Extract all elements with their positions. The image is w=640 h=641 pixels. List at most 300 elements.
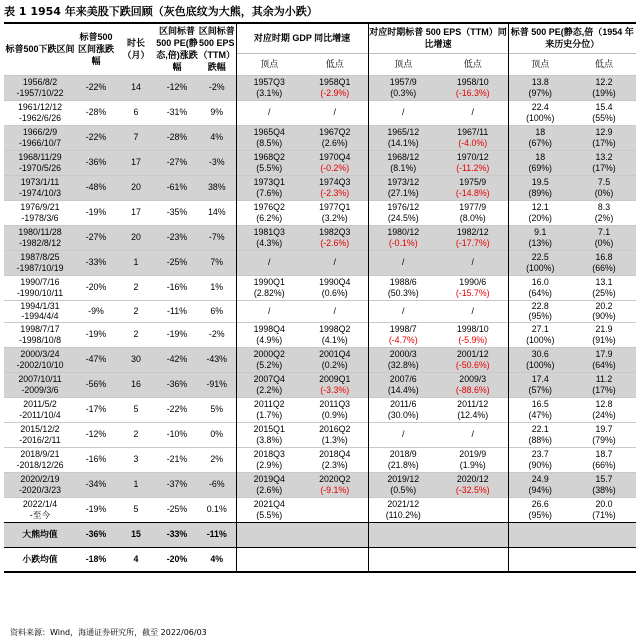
cell-line: -2018/12/26 xyxy=(16,459,64,470)
cell-months: 1 xyxy=(116,472,156,497)
cell-line: (-5.9%) xyxy=(458,334,488,345)
average-row xyxy=(4,547,636,572)
cell-line: 7.1 xyxy=(597,226,611,237)
cell-gdp-trough xyxy=(302,150,368,175)
cell-line: (110.2%) xyxy=(385,509,421,520)
cell-eps-peak xyxy=(368,397,438,422)
cell-decline: -19% xyxy=(76,200,116,225)
cell-line: 27.1 xyxy=(531,324,549,335)
cell-pe-trough xyxy=(572,300,636,322)
cell-line: (0.5%) xyxy=(390,484,417,495)
cell-pe-change: -61% xyxy=(156,175,198,200)
cell-pe-peak xyxy=(508,75,572,100)
cell-pe-change: -25% xyxy=(156,250,198,275)
header-eps-group: 对应时期标普 500 EPS（TTM）同比增速 xyxy=(368,23,508,53)
cell-gdp-peak xyxy=(236,422,302,447)
cell-gdp-trough xyxy=(302,447,368,472)
table-row xyxy=(4,497,636,522)
cell-line: (2.2%) xyxy=(256,384,283,395)
cell-pe-peak xyxy=(508,250,572,275)
cell-pe-peak xyxy=(508,422,572,447)
cell-line: / xyxy=(333,257,336,268)
cell-pe-trough xyxy=(572,225,636,250)
cell-pe-trough xyxy=(572,422,636,447)
cell-line: (27.1%) xyxy=(387,187,419,198)
cell-pe-trough xyxy=(572,150,636,175)
header-pe-peak: 顶点 xyxy=(508,53,572,75)
cell-line: (-50.6%) xyxy=(455,359,490,370)
cell-decline: -34% xyxy=(76,472,116,497)
cell-line: 11.2 xyxy=(595,374,613,385)
cell-eps-change: 0.1% xyxy=(198,497,236,522)
cell-line: (2.9%) xyxy=(256,459,283,470)
cell-empty xyxy=(236,547,302,572)
cell-interval xyxy=(4,422,76,447)
cell-gdp-peak xyxy=(236,200,302,225)
cell-line: (6.2%) xyxy=(256,212,283,223)
cell-line: 1958/10 xyxy=(456,76,489,87)
table-row xyxy=(4,100,636,125)
table-title: 表 1 1954 年来美股下跌回顾（灰色底纹为大熊，其余为小跌） xyxy=(4,5,318,18)
cell-months: 4 xyxy=(116,547,156,572)
average-row xyxy=(4,522,636,547)
cell-line: (17%) xyxy=(592,137,616,148)
cell-line: 2009/3 xyxy=(459,374,487,385)
cell-eps-trough xyxy=(438,447,508,472)
cell-decline: -9% xyxy=(76,300,116,322)
cell-line: (64%) xyxy=(592,359,616,370)
cell-interval xyxy=(4,447,76,472)
cell-eps-trough xyxy=(438,125,508,150)
cell-gdp-peak xyxy=(236,472,302,497)
cell-gdp-peak xyxy=(236,100,302,125)
cell-line: (25%) xyxy=(592,287,616,298)
cell-line: 1990Q4 xyxy=(319,276,351,287)
cell-pe-change: -10% xyxy=(156,422,198,447)
cell-months: 17 xyxy=(116,200,156,225)
cell-eps-trough xyxy=(438,422,508,447)
cell-eps-trough xyxy=(438,250,508,275)
cell-line: (24%) xyxy=(592,409,616,420)
cell-pe-trough xyxy=(572,447,636,472)
cell-pe-trough xyxy=(572,275,636,300)
cell-line: (89%) xyxy=(528,187,552,198)
cell-pe-change: -22% xyxy=(156,397,198,422)
cell-line: -1982/8/12 xyxy=(18,237,62,248)
header-gdp-group: 对应时期 GDP 同比增速 xyxy=(236,23,368,53)
cell-line: -1990/10/11 xyxy=(16,287,64,298)
cell-eps-peak xyxy=(368,150,438,175)
cell-interval xyxy=(4,397,76,422)
cell-line: -至今 xyxy=(29,509,51,520)
cell-gdp-trough xyxy=(302,125,368,150)
header-pe-trough: 低点 xyxy=(572,53,636,75)
cell-line: 2001Q4 xyxy=(319,349,351,360)
decline-table-wrapper xyxy=(4,22,636,573)
cell-line: (-0.1%) xyxy=(388,237,418,248)
cell-line: (-14.8%) xyxy=(455,187,490,198)
cell-pe-trough xyxy=(572,322,636,347)
cell-pe-peak xyxy=(508,447,572,472)
cell-pe-change: -21% xyxy=(156,447,198,472)
cell-line: -1994/4/4 xyxy=(21,311,59,322)
cell-line: -1962/6/26 xyxy=(18,112,62,123)
header-gdp-peak: 顶点 xyxy=(236,53,302,75)
cell-interval xyxy=(4,150,76,175)
cell-decline: -36% xyxy=(76,522,116,547)
table-row xyxy=(4,322,636,347)
cell-line: 23.7 xyxy=(531,449,549,460)
cell-line: 1968Q2 xyxy=(253,151,285,162)
cell-line: 1976/9/21 xyxy=(20,201,60,212)
cell-gdp-trough xyxy=(302,300,368,322)
cell-line: (17%) xyxy=(592,162,616,173)
cell-line: (5.5%) xyxy=(256,162,283,173)
cell-pe-change: -11% xyxy=(156,300,198,322)
cell-pe-peak xyxy=(508,497,572,522)
cell-gdp-trough xyxy=(302,225,368,250)
cell-line: / xyxy=(402,107,405,118)
cell-months: 20 xyxy=(116,225,156,250)
cell-empty xyxy=(438,522,508,547)
cell-line: 1998Q2 xyxy=(319,324,351,335)
header-eps-peak: 顶点 xyxy=(368,53,438,75)
cell-line: 2021/12 xyxy=(387,499,420,510)
cell-line: (4.9%) xyxy=(256,334,283,345)
cell-line: 1961/12/12 xyxy=(17,101,63,112)
cell-gdp-trough xyxy=(302,372,368,397)
cell-decline: -17% xyxy=(76,397,116,422)
table-row xyxy=(4,372,636,397)
cell-line: 12.1 xyxy=(531,201,549,212)
cell-pe-change: -16% xyxy=(156,275,198,300)
cell-eps-change: -2% xyxy=(198,322,236,347)
cell-eps-change: -2% xyxy=(198,75,236,100)
cell-pe-trough xyxy=(572,100,636,125)
table-row xyxy=(4,397,636,422)
cell-line: (66%) xyxy=(592,262,616,273)
cell-line: 2018/9/21 xyxy=(20,449,60,460)
table-row xyxy=(4,175,636,200)
cell-line: / xyxy=(402,305,405,316)
cell-months: 2 xyxy=(116,322,156,347)
cell-eps-trough xyxy=(438,175,508,200)
cell-line: (20%) xyxy=(528,212,552,223)
cell-gdp-trough xyxy=(302,397,368,422)
cell-line: 7.5 xyxy=(597,176,611,187)
cell-gdp-peak xyxy=(236,447,302,472)
cell-line: (4.1%) xyxy=(321,334,348,345)
cell-line: (1.7%) xyxy=(256,409,283,420)
cell-pe-change: -12% xyxy=(156,75,198,100)
cell-line: / xyxy=(471,305,474,316)
cell-pe-change: -28% xyxy=(156,125,198,150)
cell-line: -2011/10/4 xyxy=(19,409,61,420)
cell-months: 15 xyxy=(116,522,156,547)
cell-line: -1998/10/8 xyxy=(18,334,62,345)
cell-months: 6 xyxy=(116,100,156,125)
cell-line: 1958Q1 xyxy=(319,76,351,87)
cell-line: (21.8%) xyxy=(387,459,419,470)
cell-line: 2016Q2 xyxy=(319,424,351,435)
cell-gdp-peak xyxy=(236,372,302,397)
cell-gdp-trough xyxy=(302,100,368,125)
cell-decline: -22% xyxy=(76,75,116,100)
cell-eps-change: 0% xyxy=(198,422,236,447)
cell-eps-trough xyxy=(438,200,508,225)
cell-pe-trough xyxy=(572,497,636,522)
cell-gdp-peak xyxy=(236,275,302,300)
cell-line: 12.8 xyxy=(595,399,613,410)
cell-line: (100%) xyxy=(526,112,555,123)
cell-line: 1990/6 xyxy=(459,276,487,287)
cell-pe-change: -27% xyxy=(156,150,198,175)
cell-line: / xyxy=(402,429,405,440)
cell-eps-peak xyxy=(368,275,438,300)
cell-line: (50.3%) xyxy=(387,287,419,298)
cell-gdp-trough xyxy=(302,472,368,497)
cell-line: (91%) xyxy=(592,334,616,345)
cell-gdp-trough xyxy=(302,347,368,372)
cell-line: (2.3%) xyxy=(321,459,348,470)
cell-pe-peak xyxy=(508,397,572,422)
cell-eps-peak xyxy=(368,125,438,150)
cell-line: 12.9 xyxy=(595,126,613,137)
cell-line: / xyxy=(402,257,405,268)
cell-interval xyxy=(4,250,76,275)
cell-line: (7.6%) xyxy=(256,187,283,198)
cell-interval xyxy=(4,75,76,100)
cell-line: 2007/6 xyxy=(389,374,417,385)
cell-line: (100%) xyxy=(526,262,555,273)
cell-line: 1982/12 xyxy=(456,226,489,237)
cell-line: (24.5%) xyxy=(387,212,419,223)
cell-decline: -16% xyxy=(76,447,116,472)
cell-pe-change: -36% xyxy=(156,372,198,397)
cell-line: 2011Q3 xyxy=(319,399,351,410)
cell-line: 16.8 xyxy=(595,251,613,262)
cell-interval xyxy=(4,275,76,300)
cell-line: 1982Q3 xyxy=(319,226,351,237)
cell-pe-trough xyxy=(572,125,636,150)
table-row xyxy=(4,347,636,372)
cell-line: (12.4%) xyxy=(457,409,489,420)
cell-eps-change: 7% xyxy=(198,250,236,275)
cell-line: 2018/9 xyxy=(389,449,417,460)
header-eps-change: 区间标普500 EPS（TTM）跌幅 xyxy=(198,26,235,73)
cell-eps-trough xyxy=(438,150,508,175)
table-row xyxy=(4,472,636,497)
cell-eps-peak xyxy=(368,422,438,447)
cell-line: -2020/3/23 xyxy=(18,484,62,495)
cell-decline: -19% xyxy=(76,322,116,347)
cell-line: 1966/2/9 xyxy=(22,126,58,137)
cell-line: 1998Q4 xyxy=(253,324,285,335)
cell-gdp-trough xyxy=(302,75,368,100)
cell-pe-trough xyxy=(572,472,636,497)
cell-line: / xyxy=(471,429,474,440)
cell-gdp-trough xyxy=(302,275,368,300)
cell-pe-change: -33% xyxy=(156,522,198,547)
cell-gdp-trough xyxy=(302,322,368,347)
source-note: 资料来源：Wind，海通证券研究所，截至 2022/06/03 xyxy=(10,628,207,637)
cell-eps-peak xyxy=(368,372,438,397)
cell-line: (-4.0%) xyxy=(458,137,488,148)
cell-line: 2011/5/2 xyxy=(23,399,57,410)
cell-line: (71%) xyxy=(592,509,616,520)
cell-pe-change: -35% xyxy=(156,200,198,225)
cell-empty xyxy=(508,522,572,547)
cell-eps-change: 4% xyxy=(198,547,236,572)
cell-line: (0.6%) xyxy=(321,287,348,298)
cell-line: 20.0 xyxy=(595,499,613,510)
cell-line: 2001/12 xyxy=(456,349,489,360)
cell-eps-change: 14% xyxy=(198,200,236,225)
cell-interval xyxy=(4,347,76,372)
cell-line: (38%) xyxy=(592,484,616,495)
cell-decline: -33% xyxy=(76,250,116,275)
cell-pe-peak xyxy=(508,300,572,322)
cell-gdp-peak xyxy=(236,300,302,322)
cell-line: -1957/10/22 xyxy=(16,87,64,98)
cell-line: (79%) xyxy=(592,434,616,445)
cell-decline: -20% xyxy=(76,275,116,300)
cell-line: 16.5 xyxy=(531,399,549,410)
cell-line: 1968/11/29 xyxy=(18,151,62,162)
cell-eps-trough xyxy=(438,372,508,397)
table-row xyxy=(4,200,636,225)
header-pe-group: 标普 500 PE(静态,倍（1954 年来历史分位） xyxy=(508,23,636,53)
cell-line: (95%) xyxy=(528,311,552,322)
cell-decline: -56% xyxy=(76,372,116,397)
cell-line: (13%) xyxy=(528,237,552,248)
cell-line: 1956/8/2 xyxy=(22,76,58,87)
cell-gdp-peak xyxy=(236,497,302,522)
cell-pe-peak xyxy=(508,347,572,372)
cell-eps-peak xyxy=(368,200,438,225)
cell-line: 2007Q4 xyxy=(253,374,285,385)
cell-gdp-peak xyxy=(236,225,302,250)
cell-gdp-peak xyxy=(236,150,302,175)
cell-line: (8.0%) xyxy=(459,212,486,223)
cell-months: 7 xyxy=(116,125,156,150)
cell-line: / xyxy=(333,107,336,118)
table-row xyxy=(4,275,636,300)
cell-line: (14.4%) xyxy=(387,384,419,395)
cell-line: 26.6 xyxy=(531,499,549,510)
cell-line: / xyxy=(268,107,271,118)
cell-line: (-32.5%) xyxy=(455,484,490,495)
cell-line: (-4.7%) xyxy=(388,334,418,345)
cell-line: / xyxy=(333,305,336,316)
cell-empty xyxy=(302,547,368,572)
cell-eps-trough xyxy=(438,322,508,347)
cell-line: 2011/6 xyxy=(390,399,417,410)
cell-gdp-peak xyxy=(236,250,302,275)
cell-line: 2021Q4 xyxy=(253,499,285,510)
cell-interval xyxy=(4,497,76,522)
cell-decline: -36% xyxy=(76,150,116,175)
cell-empty xyxy=(236,522,302,547)
cell-decline: -28% xyxy=(76,100,116,125)
cell-eps-peak xyxy=(368,497,438,522)
cell-line: 2019Q4 xyxy=(253,474,285,485)
cell-eps-trough xyxy=(438,100,508,125)
cell-line: 1973Q1 xyxy=(253,176,285,187)
cell-line: 1973/12 xyxy=(387,176,420,187)
cell-line: 1968/12 xyxy=(387,151,420,162)
cell-line: (47%) xyxy=(528,409,552,420)
header-decline: 标普500区间涨跌幅 xyxy=(77,32,114,67)
table-row xyxy=(4,250,636,275)
cell-line: (0%) xyxy=(594,187,614,198)
cell-line: 2020Q2 xyxy=(319,474,351,485)
cell-line: 2011Q2 xyxy=(253,399,285,410)
cell-line: (88%) xyxy=(528,434,552,445)
cell-line: (8.1%) xyxy=(390,162,417,173)
cell-pe-peak xyxy=(508,372,572,397)
cell-line: -1970/5/26 xyxy=(18,162,62,173)
cell-line: (64%) xyxy=(528,287,552,298)
cell-eps-peak xyxy=(368,250,438,275)
cell-line: (-16.3%) xyxy=(455,87,490,98)
cell-line: (-2.9%) xyxy=(320,87,350,98)
cell-pe-change: -20% xyxy=(156,547,198,572)
cell-average-label: 小跌均值 xyxy=(4,547,76,572)
cell-line: 21.9 xyxy=(595,324,613,335)
cell-eps-change: -3% xyxy=(198,150,236,175)
cell-interval xyxy=(4,125,76,150)
cell-line: 1965/12 xyxy=(387,126,420,137)
cell-pe-peak xyxy=(508,225,572,250)
cell-eps-trough xyxy=(438,225,508,250)
cell-line: (3.2%) xyxy=(321,212,348,223)
cell-line: (-11.2%) xyxy=(456,162,490,173)
cell-line: 2000/3 xyxy=(389,349,417,360)
cell-eps-change: -7% xyxy=(198,225,236,250)
cell-months: 20 xyxy=(116,175,156,200)
cell-line: 18 xyxy=(535,151,546,162)
cell-line: 13.8 xyxy=(531,76,549,87)
cell-pe-change: -37% xyxy=(156,472,198,497)
cell-line: 1970/12 xyxy=(456,151,489,162)
cell-eps-change: 6% xyxy=(198,300,236,322)
cell-months: 5 xyxy=(116,497,156,522)
header-months: 时长（月） xyxy=(122,38,150,61)
cell-line: 15.7 xyxy=(595,474,613,485)
cell-line: / xyxy=(471,107,474,118)
cell-months: 5 xyxy=(116,397,156,422)
cell-eps-peak xyxy=(368,300,438,322)
cell-gdp-trough xyxy=(302,250,368,275)
cell-line: 30.6 xyxy=(531,349,549,360)
cell-line: 1970Q4 xyxy=(319,151,351,162)
cell-pe-peak xyxy=(508,472,572,497)
cell-line: (-2.6%) xyxy=(320,237,350,248)
cell-gdp-peak xyxy=(236,397,302,422)
cell-line: (3.8%) xyxy=(256,434,283,445)
cell-decline: -48% xyxy=(76,175,116,200)
cell-line: -1978/3/6 xyxy=(21,212,59,223)
cell-line: 2019/12 xyxy=(387,474,420,485)
cell-line: 9.1 xyxy=(534,226,547,237)
cell-line: (0.3%) xyxy=(390,87,417,98)
cell-gdp-peak xyxy=(236,75,302,100)
cell-months: 16 xyxy=(116,372,156,397)
cell-line: 1965Q4 xyxy=(253,126,285,137)
cell-pe-trough xyxy=(572,200,636,225)
cell-empty xyxy=(368,522,438,547)
